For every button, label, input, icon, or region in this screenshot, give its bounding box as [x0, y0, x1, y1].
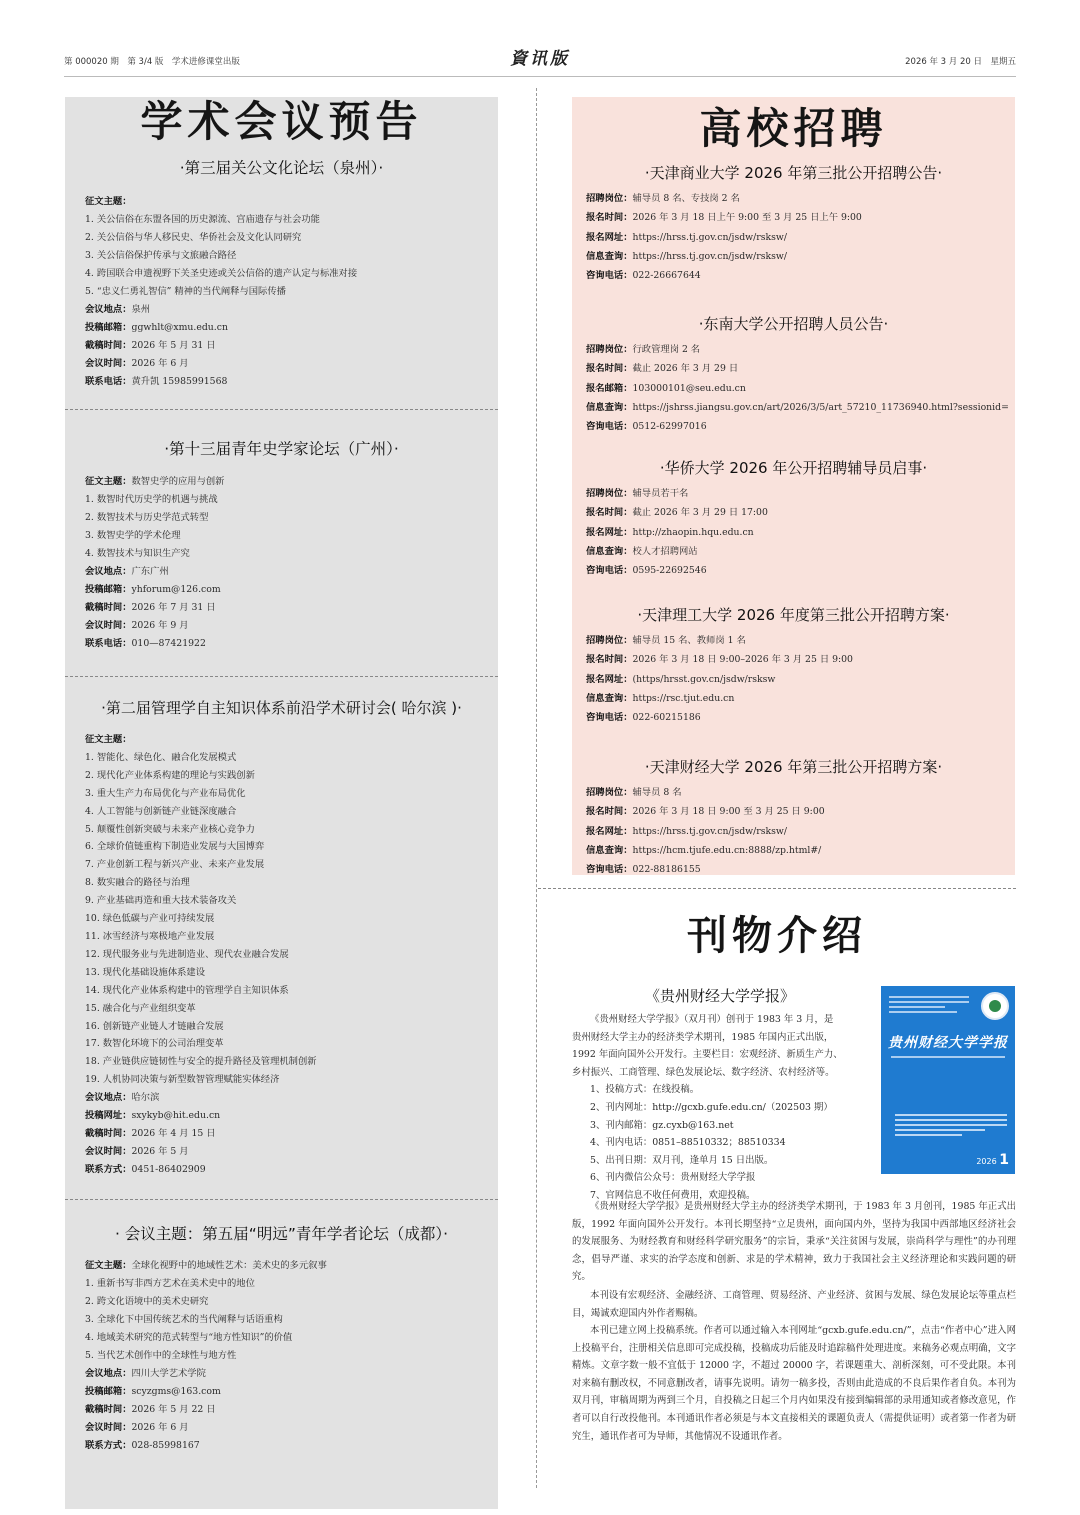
detail-value: 022-60215186: [632, 712, 701, 724]
section-separator: [65, 676, 498, 677]
detail-label: 投稿邮箱：: [85, 1386, 132, 1397]
detail-value: 行政管理岗 2 名: [632, 344, 701, 355]
detail-value: 2. 跨文化语境中的美术史研究: [85, 1296, 209, 1307]
detail-value: 截止 2026 年 3 月 29 日 17:00: [632, 507, 768, 519]
journal-submission-paragraph: 本刊已建立网上投稿系统。作者可以通过输入本刊网址“gcxb.gufe.edu.cn/”，点击“作者中心”进入网上投稿平台，注册相关信息即可完成投稿，投稿成功后能及时追踪稿件处理进度。来稿务必观点明确，文字精炼。文章字数一般不宜低于 12000 字，不超过 20000 字，若课题重大、剖析深刻，可不受此限。本刊对来稿有删改权，不同意删改者，请事先说明。请勿一稿多投，否则由此造成的不良后果作者自负。本刊为双月刊，审稿周期为两到三个月，自投稿之日起三个月内如果没有接到编辑部的录用通知或者修改意见，作者可以自行改投他刊。本刊通讯作者必须是与本文直接相关的课题负责人（需提供证明）或者第一作者为研究生，通讯作者可为导师，其他情况不设通讯作者。: [572, 1325, 1016, 1442]
detail-value: 13. 现代化基础设施体系建设: [85, 966, 206, 978]
detail-label: 报名网址：: [586, 825, 633, 837]
detail-label: 投稿网址：: [85, 1110, 132, 1122]
cover-subtitle-line: [891, 1056, 1005, 1058]
detail-row: [85, 838, 317, 856]
detail-label: 会议时间：: [85, 358, 132, 369]
detail-label: 招聘岗位：: [586, 488, 633, 499]
detail-row: [586, 247, 862, 266]
detail-value: 2026 年 9 月: [131, 620, 189, 631]
detail-value: 2026 年 6 月: [131, 1422, 189, 1433]
detail-value: https://jshrss.jiangsu.gov.cn/art/2026/3/5/art_57210_11736940.html?sessionid=: [632, 401, 1009, 413]
detail-value: 022-26667644: [632, 270, 701, 282]
journal-columns-paragraph: 本刊设有宏观经济、金融经济、工商管理、贸易经济、产业经济、贫困与发展、绿色发展论坛等重点栏目，竭诚欢迎国内外作者赐稿。: [572, 1290, 1016, 1319]
detail-row: [85, 1071, 317, 1089]
info-item-email: 3、刊内邮箱：gz.cyxb@163.net: [590, 1119, 734, 1131]
detail-value: 6. 全球价值链重构下制造业发展与大国博弈: [85, 841, 265, 853]
detail-row: [85, 373, 357, 391]
section-separator: [65, 409, 498, 410]
detail-row: [586, 650, 853, 669]
conference-title-2: ·第十三届青年史学家论坛（广州）·: [164, 440, 399, 458]
detail-row: [586, 561, 768, 580]
detail-label: 咨询电话：: [586, 270, 633, 282]
detail-label: 投稿邮箱：: [85, 584, 132, 595]
detail-row: [586, 228, 862, 247]
detail-label: 咨询电话：: [586, 565, 633, 577]
detail-label: 报名时间：: [586, 806, 633, 818]
detail-row: [85, 731, 317, 749]
detail-value: 8. 数实融合的路径与治理: [85, 877, 190, 889]
cover-issue-label: [976, 1152, 1009, 1168]
detail-value: 全球化视野中的地域性艺术：美术史的多元叙事: [131, 1260, 327, 1271]
section-separator: [65, 1199, 498, 1200]
detail-label: 征文主题：: [85, 1260, 132, 1271]
detail-value: https://hrss.tj.gov.cn/jsdw/rsksw/: [632, 250, 787, 262]
detail-row: [85, 821, 317, 839]
detail-row: [85, 545, 224, 563]
detail-value: 2026 年 5 月: [131, 1145, 189, 1157]
detail-row: [85, 229, 357, 247]
detail-label: 征文主题：: [85, 196, 132, 207]
cover-issue: 1: [999, 1152, 1009, 1168]
detail-row: [85, 964, 317, 982]
detail-row: [85, 1401, 327, 1419]
detail-value: 18. 产业链供应链韧性与安全的提升路径及管理机制创新: [85, 1056, 317, 1068]
detail-row: [85, 1257, 327, 1275]
detail-value: 4. 地域美术研究的范式转型与“地方性知识”的价值: [85, 1332, 293, 1343]
conference-section-title: 学术会议预告: [140, 97, 423, 146]
detail-row: [85, 1107, 317, 1125]
detail-row: [85, 1311, 327, 1329]
detail-value: 0451-86402909: [131, 1163, 206, 1175]
detail-row: [85, 928, 317, 946]
detail-row: [85, 473, 224, 491]
detail-row: [586, 523, 768, 542]
detail-row: [85, 563, 224, 581]
detail-value: 15. 融合化与产业组织变革: [85, 1002, 196, 1014]
detail-row: [85, 874, 317, 892]
detail-row: [586, 484, 768, 503]
detail-row: [85, 509, 224, 527]
detail-value: 14. 现代化产业体系构建中的管理学自主知识体系: [85, 984, 289, 996]
detail-row: [85, 982, 317, 1000]
detail-value: 028-85998167: [131, 1440, 200, 1451]
masthead-rule: [64, 76, 1016, 77]
detail-row: [85, 749, 317, 767]
detail-value: 3. 关公信俗保护传承与文旅融合路径: [85, 250, 237, 261]
detail-label: 报名网址：: [586, 231, 633, 243]
detail-value: 2026 年 3 月 18 日 9:00 至 3 月 25 日 9:00: [632, 806, 825, 818]
detail-label: 截稿时间：: [85, 340, 132, 351]
detail-value: 5. 颠覆性创新突破与未来产业核心竞争力: [85, 823, 255, 835]
detail-value: 17. 数智化环境下的公司治理变革: [85, 1038, 224, 1050]
detail-label: 报名网址：: [586, 673, 633, 685]
detail-row: [85, 599, 224, 617]
detail-row: [85, 1035, 317, 1053]
detail-row: [85, 1383, 327, 1401]
detail-value: 2026 年 7 月 31 日: [131, 602, 216, 613]
detail-label: 信息查询：: [586, 844, 633, 856]
detail-value: https://hrss.tj.gov.cn/jsdw/rsksw/: [632, 231, 787, 243]
detail-value: ggwhlt@xmu.edu.cn: [131, 322, 228, 333]
cover-header-lines: [889, 996, 969, 1016]
detail-row: [85, 1329, 327, 1347]
detail-value: 广东广州: [131, 566, 169, 577]
detail-row: [85, 337, 357, 355]
detail-value: 3. 全球化下中国传统艺术的当代阐释与话语重构: [85, 1314, 283, 1325]
detail-value: http://zhaopin.hqu.edu.cn: [632, 526, 754, 538]
detail-label: 报名时间：: [586, 507, 633, 519]
detail-value: 数智史学的应用与创新: [131, 476, 225, 487]
detail-value: 2026 年 5 月 22 日: [131, 1404, 216, 1415]
detail-row: [85, 1437, 327, 1455]
recruit-4-details: [586, 631, 853, 727]
detail-label: 投稿邮箱：: [85, 322, 132, 333]
detail-value: 16. 创新链产业链人才链融合发展: [85, 1020, 224, 1032]
detail-value: (https/hrsst.gov.cn/jsdw/rsksw: [632, 673, 776, 685]
detail-label: 会议时间：: [85, 1422, 132, 1433]
detail-value: 10. 绿色低碳与产业可持续发展: [85, 913, 215, 925]
detail-value: 辅导员 8 名、专技岗 2 名: [632, 193, 740, 204]
detail-row: [586, 340, 1009, 359]
detail-row: [85, 301, 357, 319]
info-item: 7、官网信息不收任何费用，欢迎投稿。: [590, 1189, 756, 1201]
info-item-website: 2、刊内网址：http://gcxb.gufe.edu.cn/（202503 期）: [590, 1101, 833, 1113]
detail-label: 招聘岗位：: [586, 787, 633, 798]
detail-label: 招聘岗位：: [586, 193, 633, 204]
masthead: [0, 0, 1080, 90]
info-item: 1、投稿方式：在线投稿。: [590, 1084, 700, 1096]
detail-row: [85, 1125, 317, 1143]
detail-value: 四川大学艺术学院: [131, 1368, 206, 1379]
detail-label: 报名网址：: [586, 526, 633, 538]
detail-row: [586, 689, 853, 708]
detail-row: [85, 785, 317, 803]
detail-row: [85, 247, 357, 265]
detail-label: 报名时间：: [586, 212, 633, 224]
detail-label: 会议时间：: [85, 1145, 132, 1157]
info-item: 5、出刊日期：双月刊，逢单月 15 日出版。: [590, 1154, 774, 1166]
recruit-3-details: [586, 484, 768, 580]
detail-row: [586, 359, 1009, 378]
detail-row: [85, 527, 224, 545]
detail-label: 咨询电话：: [586, 421, 633, 433]
recruit-5-details: [586, 783, 825, 879]
cover-text-block: [895, 1114, 1007, 1139]
detail-row: [586, 379, 1009, 398]
detail-row: [85, 1089, 317, 1107]
journal-section-title: 刊物介绍: [687, 912, 867, 959]
detail-value: 2026 年 4 月 15 日: [131, 1127, 216, 1139]
detail-row: [85, 265, 357, 283]
detail-value: 1. 智能化、绿色化、融合化发展模式: [85, 751, 237, 763]
detail-value: sxykyb@hit.edu.cn: [131, 1110, 221, 1122]
detail-value: 泉州: [131, 304, 151, 315]
detail-row: [586, 841, 825, 860]
detail-row: [586, 708, 853, 727]
detail-value: 12. 现代服务业与先进制造业、现代农业融合发展: [85, 948, 289, 960]
detail-label: 联系电话：: [85, 376, 132, 387]
detail-row: [85, 1347, 327, 1365]
conference-3-details: [85, 731, 317, 1179]
detail-row: [85, 1419, 327, 1437]
detail-row: [85, 1053, 317, 1071]
detail-label: 招聘岗位：: [586, 344, 633, 355]
detail-value: scyzgms@163.com: [131, 1386, 221, 1397]
conference-2-details: [85, 473, 224, 653]
intro-line: 乡村振兴、工商管理、绿色发展论坛、数字经济、农村经济等。: [572, 1066, 835, 1078]
detail-label: 截稿时间：: [85, 1127, 132, 1139]
detail-value: 19. 人机协同决策与新型数智管理赋能实体经济: [85, 1074, 280, 1086]
detail-label: 会议地点：: [85, 1092, 132, 1104]
detail-label: 报名邮箱：: [586, 382, 633, 394]
detail-row: [586, 631, 853, 650]
detail-value: yhforum@126.com: [131, 584, 221, 595]
detail-value: https://rsc.tjut.edu.cn: [632, 692, 735, 704]
detail-value: 黄升凯 15985991568: [131, 376, 228, 387]
detail-row: [85, 856, 317, 874]
detail-value: 2. 现代化产业体系构建的理论与实践创新: [85, 769, 255, 781]
detail-value: 4. 跨国联合申遗视野下关圣史迹或关公信俗的遗产认定与标准对接: [85, 268, 358, 279]
journal-cover-image: [881, 986, 1015, 1174]
detail-label: 咨询电话：: [586, 712, 633, 724]
detail-row: [586, 802, 825, 821]
cover-title: 贵州财经大学学报: [888, 1035, 1008, 1051]
detail-row: [85, 319, 357, 337]
detail-row: [85, 946, 317, 964]
detail-value: 022-88186155: [632, 864, 701, 876]
section-separator: [538, 888, 1016, 889]
recruit-1-details: [586, 189, 862, 285]
detail-row: [85, 283, 357, 301]
journal-name: 《贵州财经大学学报》: [644, 987, 795, 1005]
detail-row: [85, 767, 317, 785]
detail-row: [586, 503, 768, 522]
info-item: 6、刊内微信公众号：贵州财经大学学报: [590, 1172, 756, 1184]
detail-value: 5. “忠义仁勇礼智信” 精神的当代阐释与国际传播: [85, 286, 286, 297]
detail-value: 1. 关公信俗在东盟各国的历史源流、宫庙遗存与社会功能: [85, 214, 320, 225]
recruit-title-3: ·华侨大学 2026 年公开招聘辅导员启事·: [659, 459, 928, 477]
intro-line: 贵州财经大学主办的经济类学术期刊，1985 年国内正式出版，: [572, 1031, 834, 1043]
detail-label: 信息查询：: [586, 250, 633, 262]
issue-date: 2026 年 3 月 20 日 星期五: [905, 57, 1016, 67]
detail-row: [85, 1365, 327, 1383]
detail-label: 截稿时间：: [85, 1404, 132, 1415]
detail-value: 9. 产业基础再造和重大技术装备攻关: [85, 895, 237, 907]
detail-value: 5. 当代艺术创作中的全球性与地方性: [85, 1350, 237, 1361]
detail-label: 征文主题：: [85, 476, 132, 487]
detail-value: 7. 产业创新工程与新兴产业、未来产业发展: [85, 859, 265, 871]
detail-row: [586, 189, 862, 208]
detail-value: https://hcm.tjufe.edu.cn:8888/zp.html#/: [632, 844, 822, 856]
detail-value: 2026 年 3 月 18 日 9:00–2026 年 3 月 25 日 9:00: [632, 654, 853, 666]
conference-title-4: · 会议主题：第五届“明远”青年学者论坛（成都）·: [114, 1225, 449, 1243]
detail-label: 征文主题：: [85, 734, 132, 745]
detail-row: [85, 1161, 317, 1179]
detail-value: 2. 数智技术与历史学范式转型: [85, 512, 209, 523]
detail-value: 1. 数智时代历史学的机遇与挑战: [85, 494, 218, 505]
detail-label: 会议地点：: [85, 566, 132, 577]
detail-row: [85, 1000, 317, 1018]
detail-row: [85, 617, 224, 635]
detail-value: 3. 重大生产力布局优化与产业布局优化: [85, 787, 246, 799]
recruit-title-1: ·天津商业大学 2026 年第三批公开招聘公告·: [644, 164, 943, 182]
detail-value: 2026 年 3 月 18 日上午 9:00 至 3 月 25 日上午 9:00: [632, 212, 862, 224]
detail-label: 报名时间：: [586, 363, 633, 375]
detail-value: 辅导员 8 名: [632, 787, 682, 798]
detail-row: [586, 542, 768, 561]
detail-row: [586, 266, 862, 285]
cover-year: 2026: [976, 1157, 997, 1166]
recruit-2-details: [586, 340, 1009, 436]
detail-row: [85, 1143, 317, 1161]
newspaper-logo: 資讯版: [510, 49, 570, 69]
detail-value: 截止 2026 年 3 月 29 日: [632, 363, 739, 375]
detail-label: 信息查询：: [586, 545, 633, 557]
detail-label: 联系电话：: [85, 638, 132, 649]
recruit-title-4: ·天津理工大学 2026 年度第三批公开招聘方案·: [637, 606, 950, 624]
detail-row: [586, 783, 825, 802]
detail-row: [85, 491, 224, 509]
detail-value: 2026 年 6 月: [131, 358, 189, 369]
detail-row: [85, 211, 357, 229]
detail-row: [85, 193, 357, 211]
detail-row: [85, 1293, 327, 1311]
issue-info: 第 000020 期 第 3/4 版 学术进修课堂出版: [64, 57, 240, 67]
detail-label: 联系方式：: [85, 1440, 132, 1451]
detail-row: [85, 803, 317, 821]
detail-value: 2026 年 5 月 31 日: [131, 340, 216, 351]
detail-value: 1. 重新书写非西方艺术在美术史中的地位: [85, 1278, 255, 1289]
detail-row: [586, 398, 1009, 417]
conference-1-details: [85, 193, 357, 391]
journal-intro: [572, 1011, 872, 1205]
detail-value: 010—87421922: [131, 638, 206, 649]
detail-row: [85, 581, 224, 599]
intro-line: 《贵州财经大学学报》（双月刊）创刊于 1983 年 3 月，是: [590, 1014, 834, 1025]
detail-value: https://hrss.tj.gov.cn/jsdw/rsksw/: [632, 825, 787, 837]
detail-value: 哈尔滨: [131, 1092, 160, 1104]
detail-label: 信息查询：: [586, 692, 633, 704]
detail-row: [586, 822, 825, 841]
detail-row: [85, 910, 317, 928]
detail-value: 11. 冰雪经济与寒极地产业发展: [85, 930, 215, 942]
detail-value: 4. 数智技术与知识生产究: [85, 548, 190, 559]
detail-label: 信息查询：: [586, 401, 633, 413]
info-item-phone: 4、刊内电话：0851–88510332；88510334: [590, 1137, 786, 1149]
detail-value: 校人才招聘网站: [632, 545, 698, 557]
conference-title-3: ·第二届管理学自主知识体系前沿学术研讨会( 哈尔滨 )·: [101, 699, 462, 717]
university-logo-icon: [981, 992, 1009, 1020]
recruit-title-5: ·天津财经大学 2026 年第三批公开招聘方案·: [644, 758, 943, 776]
detail-row: [85, 1018, 317, 1036]
detail-value: 2. 关公信俗与华人移民史、华侨社会及文化认同研究: [85, 232, 302, 243]
detail-label: 会议时间：: [85, 620, 132, 631]
detail-row: [85, 892, 317, 910]
detail-row: [85, 355, 357, 373]
detail-label: 报名时间：: [586, 654, 633, 666]
recruit-title-2: ·东南大学公开招聘人员公告·: [698, 315, 889, 333]
detail-label: 会议地点：: [85, 304, 132, 315]
column-divider: [536, 88, 537, 1488]
detail-value: 辅导员若干名: [632, 488, 689, 499]
detail-label: 招聘岗位：: [586, 635, 633, 646]
detail-row: [586, 670, 853, 689]
detail-label: 截稿时间：: [85, 602, 132, 613]
detail-row: [85, 635, 224, 653]
detail-label: 咨询电话：: [586, 864, 633, 876]
detail-row: [85, 1275, 327, 1293]
conference-4-details: [85, 1257, 327, 1455]
detail-value: 103000101@seu.edu.cn: [632, 382, 746, 394]
journal-description: 《贵州财经大学学报》是贵州财经大学主办的经济类学术期刊，于 1983 年 3 月创刊，1985 年正式出版，1992 年面向国外公开发行。本刊长期坚持“立足贵州，面向国内外，坚持为我国中西部地区经济社会的发展服务、为财经教育和财经科学研究服务”的宗旨，秉承“关注贫困与发展，崇尚科学与理性”的办刊理念，倡导严谨、求实的治学态度和创新、求是的学术精神，致力于我国社会主义经济理论和实践问题的研究。: [572, 1201, 1016, 1283]
detail-value: 3. 数智史学的学术伦理: [85, 530, 181, 541]
detail-label: 联系方式：: [85, 1163, 132, 1175]
detail-row: [586, 417, 1009, 436]
detail-label: 会议地点：: [85, 1368, 132, 1379]
detail-value: 0512-62997016: [632, 421, 707, 433]
intro-line: 1992 年面向国外公开发行。主要栏目：宏观经济、新质生产力、: [572, 1049, 843, 1061]
detail-row: [586, 208, 862, 227]
detail-value: 4. 人工智能与创新链产业链深度融合: [85, 805, 237, 817]
conference-title-1: ·第三届关公文化论坛（泉州）·: [179, 159, 384, 177]
detail-value: 辅导员 15 名、教师岗 1 名: [632, 635, 746, 646]
detail-value: 0595-22692546: [632, 565, 707, 577]
detail-row: [586, 860, 825, 879]
recruit-section-title: 高校招聘: [699, 104, 888, 153]
